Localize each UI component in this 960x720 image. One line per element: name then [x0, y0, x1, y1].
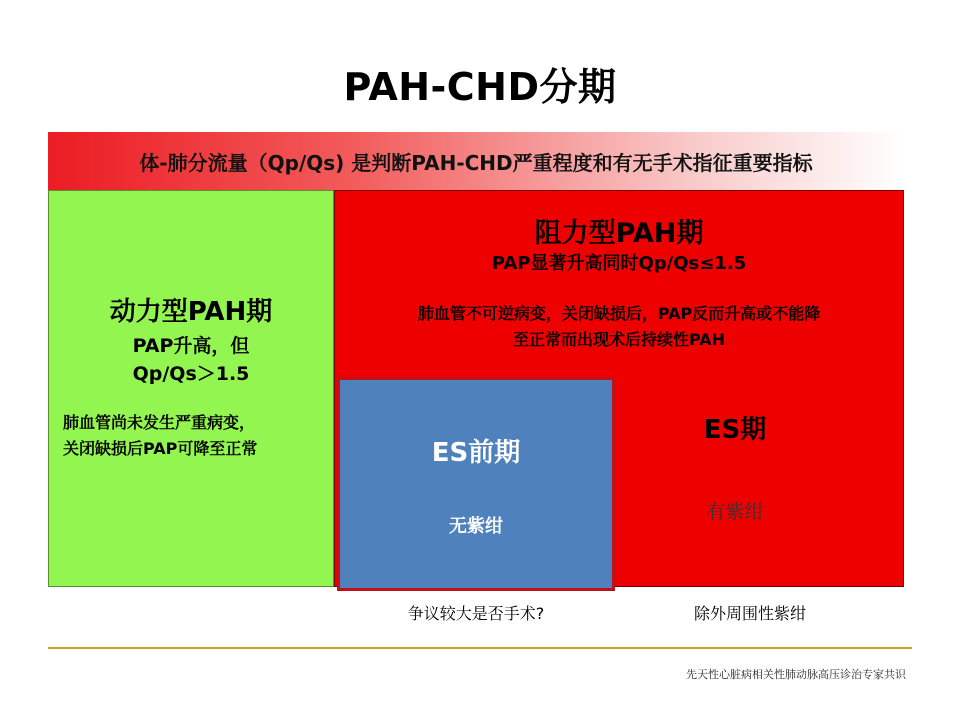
resistive-stage-description [335, 301, 903, 353]
dynamic-stage-desc-line1: 肺血管尚未发生严重病变， [63, 413, 256, 432]
pre-es-stage-cyanosis: 无紫绀 [449, 516, 503, 537]
resistive-stage-desc-line2: 至正常而出现术后持续性PAH [512, 330, 726, 349]
dynamic-pah-stage-box [48, 190, 334, 587]
banner [48, 132, 904, 190]
dynamic-stage-title: 动力型PAH期 [109, 297, 273, 327]
es-note: 除外周围性紫绀 [693, 604, 806, 623]
pre-es-stage-title: ES前期 [431, 438, 521, 468]
source-footer: 先天性心脏病相关性肺动脉高压诊治专家共识 [686, 668, 906, 681]
resistive-stage-title: 阻力型PAH期 [534, 218, 704, 249]
dynamic-stage-desc-line2: 关闭缺损后PAP可降至正常 [63, 439, 258, 458]
pre-es-stage-box [337, 377, 615, 591]
dynamic-stage-sub-line1: PAP升高，但 [132, 335, 250, 357]
resistive-stage-desc-line1: 肺血管不可逆病变，关闭缺损后，PAP反而升高或不能降 [417, 304, 821, 323]
slide-title: PAH-CHD分期 [343, 65, 617, 109]
es-stage-cyanosis: 有紫绀 [706, 501, 764, 523]
footer-divider [48, 647, 912, 649]
dynamic-stage-sub-line2: Qp/Qs＞1.5 [132, 363, 250, 385]
pre-es-note: 争议较大是否手术? [407, 604, 545, 623]
banner-text: 体-肺分流量（Qp/Qs) 是判断PAH-CHD严重程度和有无手术指征重要指标 [139, 150, 813, 175]
resistive-stage-subtitle: PAP显著升高同时Qp/Qs≤1.5 [491, 253, 747, 274]
es-stage-title: ES期 [703, 415, 767, 445]
